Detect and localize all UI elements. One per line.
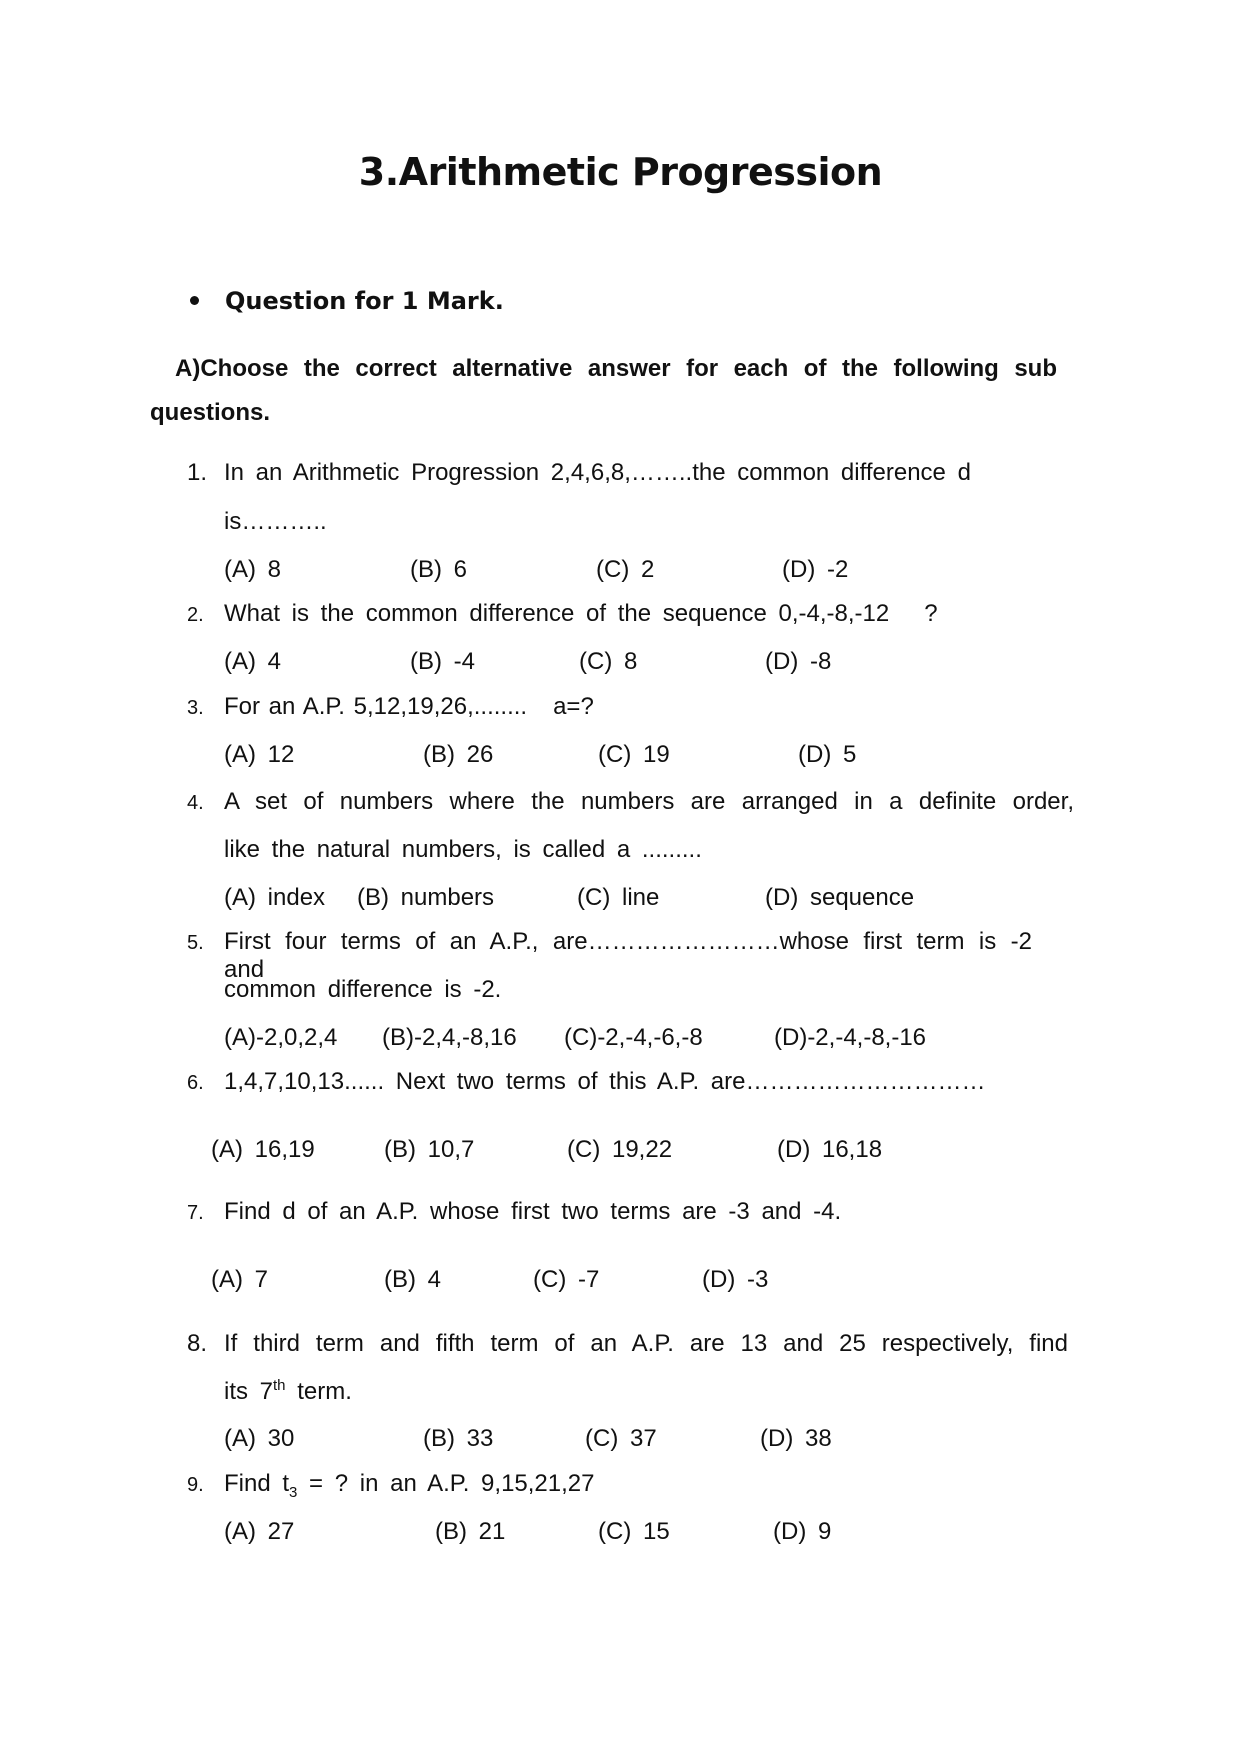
option-d: (D) 16,18 [777, 1136, 883, 1163]
question-number: 5. [187, 932, 204, 954]
question-number: 4. [187, 792, 204, 814]
option-c: (C) 19,22 [567, 1136, 673, 1163]
option-a: (A) 8 [224, 556, 282, 583]
option-c: (C) 15 [598, 1518, 670, 1545]
question-text: For an A.P. 5,12,19,26,........ a=? [224, 693, 594, 720]
option-d: (D) -2 [782, 556, 849, 583]
option-d: (D) 5 [798, 741, 857, 768]
option-b: (B) 6 [410, 556, 468, 583]
option-b: (B) 10,7 [384, 1136, 475, 1163]
question-text-cont: like the natural numbers, is called a ......... [224, 836, 702, 863]
instruction-line-2: questions. [150, 399, 271, 426]
option-d: (D) sequence [765, 884, 915, 911]
question-number: 8. [187, 1330, 208, 1357]
option-d: (D) -3 [702, 1266, 769, 1293]
option-c: (C) -7 [533, 1266, 600, 1293]
section-heading [190, 287, 504, 315]
option-c: (C) 19 [598, 741, 670, 768]
question-number: 1. [187, 459, 208, 486]
option-b: (B) 33 [423, 1425, 494, 1452]
option-c: (C)-2,-4,-6,-8 [564, 1024, 703, 1051]
option-b: (B) 21 [435, 1518, 506, 1545]
bullet-icon [190, 296, 199, 305]
question-number: 2. [187, 604, 204, 626]
question-text-cont: its 7th term. [224, 1377, 352, 1405]
option-b: (B) -4 [410, 648, 475, 675]
question-number: 9. [187, 1474, 204, 1496]
option-a: (A) index [224, 884, 326, 911]
option-a: (A) 12 [224, 741, 295, 768]
option-a: (A) 4 [224, 648, 282, 675]
question-number: 6. [187, 1072, 204, 1094]
question-text: 1,4,7,10,13...... Next two terms of this A.P. are………………………… [224, 1068, 986, 1095]
option-a: (A) 30 [224, 1425, 295, 1452]
option-a: (A) 7 [211, 1266, 269, 1293]
option-c: (C) 2 [596, 556, 655, 583]
question-text: Find $t_3$ = ? in an A.P. 9,15,21,27 [224, 1470, 595, 1501]
option-d: (D)-2,-4,-8,-16 [774, 1024, 927, 1051]
question-text: If third term and fifth term of an A.P. are 13 and 25 respectively, find [224, 1330, 1068, 1357]
question-text-cont: is……….. [224, 508, 327, 535]
option-d: (D) 38 [760, 1425, 832, 1452]
option-b: (B) numbers [357, 884, 495, 911]
question-text: What is the common difference of the sequence 0,-4,-8,-12 ? [224, 600, 938, 627]
option-a: (A)-2,0,2,4 [224, 1024, 338, 1051]
option-d: (D) 9 [773, 1518, 832, 1545]
option-a: (A) 27 [224, 1518, 295, 1545]
option-a: (A) 16,19 [211, 1136, 315, 1163]
option-b: (B) 26 [423, 741, 494, 768]
question-text: A set of numbers where the numbers are arranged in a definite order, [224, 788, 1074, 815]
section-label: Question for 1 Mark. [225, 287, 504, 315]
question-text-cont: common difference is -2. [224, 976, 502, 1003]
instruction-line-1: A)Choose the correct alternative answer for each of the following sub [175, 355, 1057, 382]
option-b: (B)-2,4,-8,16 [382, 1024, 517, 1051]
option-c: (C) 37 [585, 1425, 657, 1452]
option-b: (B) 4 [384, 1266, 442, 1293]
question-number: 7. [187, 1202, 204, 1224]
question-text: First four terms of an A.P., are……………………whose first term is -2 and [224, 928, 1032, 983]
question-number: 3. [187, 697, 204, 719]
page-title: 3.Arithmetic Progression [358, 150, 883, 194]
option-d: (D) -8 [765, 648, 832, 675]
question-text: Find d of an A.P. whose first two terms are -3 and -4. [224, 1198, 842, 1225]
option-c: (C) line [577, 884, 660, 911]
option-c: (C) 8 [579, 648, 638, 675]
question-text: In an Arithmetic Progression 2,4,6,8,……..the common difference d [224, 459, 971, 486]
